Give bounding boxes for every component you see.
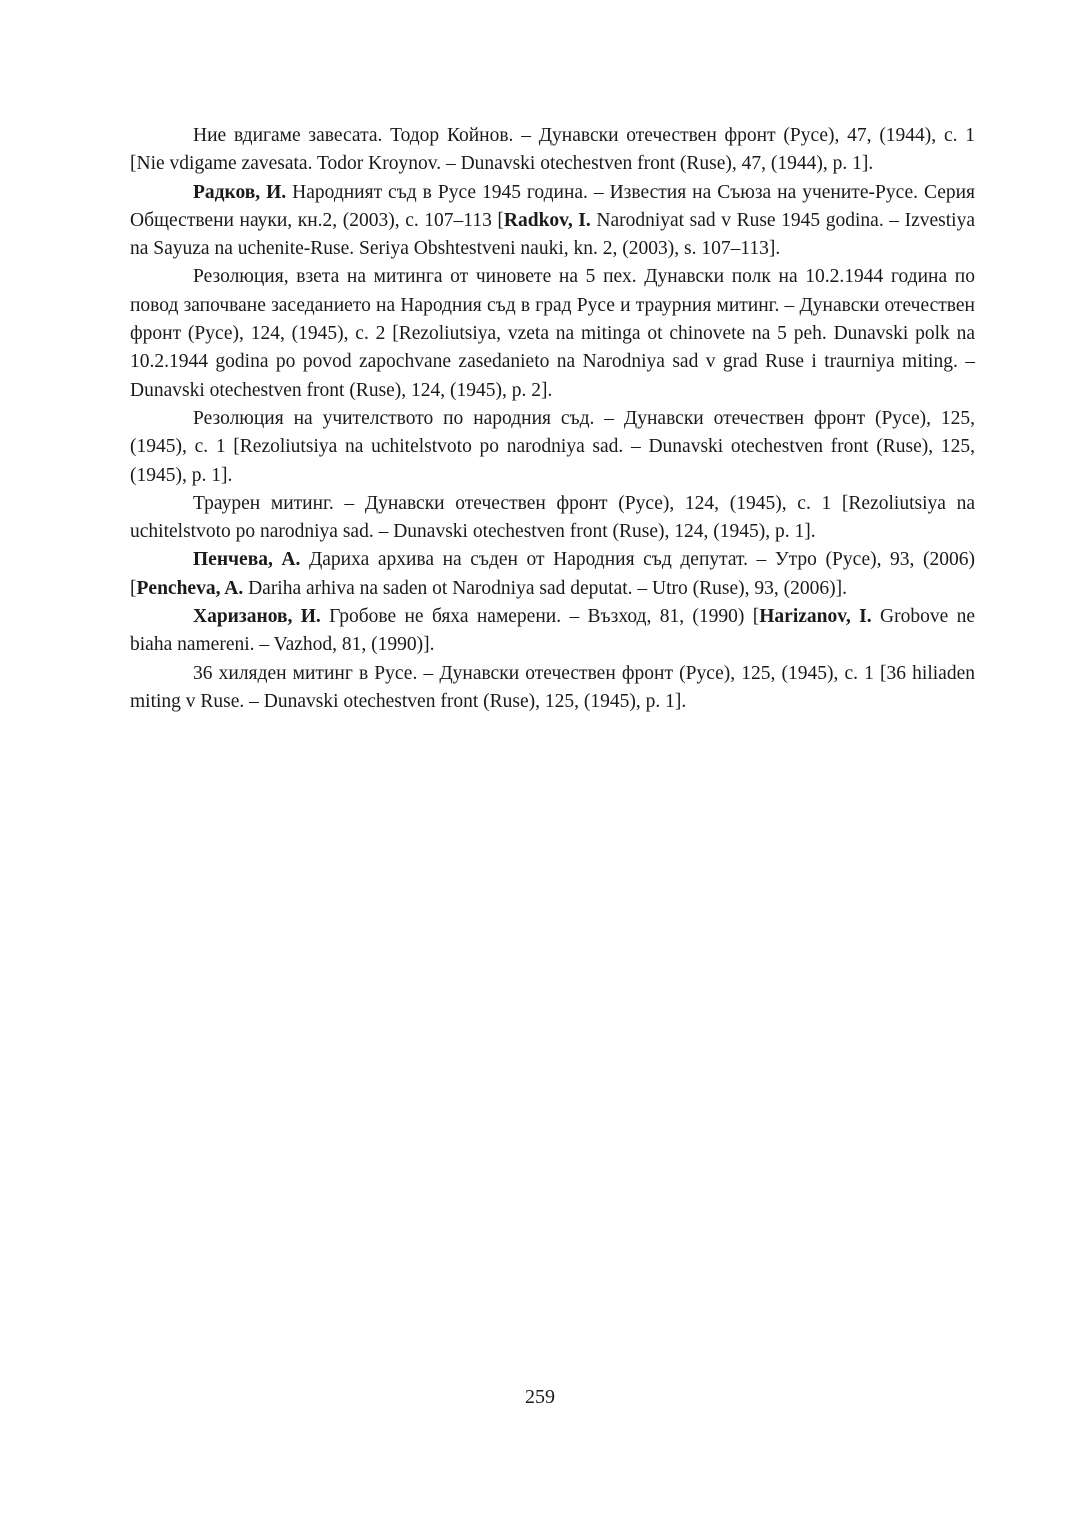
bibliography-entry: [130, 122, 975, 179]
entry-text: Народният съд в Русе 1945 година. – Известия на Съюза на учените-Русе. Серия Обществени науки, кн.2, (2003), с. 107–113 [: [130, 181, 976, 231]
page-number: 259: [525, 1386, 555, 1408]
entry-text-transliterated: Narodniyat sad v Ruse 1945 godina. – Izvestiya na Sayuza na uchenite-Ruse. Seriya Obshtestveni nauki, kn. 2, (2003), s. 107–113].: [130, 209, 975, 260]
entry-author-transliterated: Radkov, I.: [503, 209, 591, 231]
bibliography-entry: [130, 179, 975, 264]
bibliography-entry: [130, 660, 975, 717]
bibliography-entry: [130, 603, 975, 660]
bibliography-entry: [130, 263, 975, 404]
entry-text: Ние вдигаме завесата. Тодор Койнов. – Дунавски отечествен фронт (Русе), 47, (1944), с. 1 [: [130, 125, 975, 175]
entry-text-transliterated: Nie vdigame zavesata. Todor Kroynov. – Dunavski otechestven front (Ruse), 47, (1944), p. 1].: [136, 153, 874, 175]
entry-text: Траурен митинг. – Дунавски отечествен фронт (Русе), 124, (1945), с. 1 [: [193, 492, 849, 514]
bibliography-entry: [130, 490, 975, 547]
entry-author-transliterated: Pencheva, A.: [136, 577, 244, 599]
entry-author-transliterated: Harizanov, I.: [759, 606, 872, 628]
entry-text-transliterated: Rezoliutsiya, vzeta na mitinga ot chinovete na 5 peh. Dunavski polk na 10.2.1944 godina po povod zapochvane zasedanieto na Narodniya sad v grad Ruse i traurniya miting. – Dunavski otechestven front (Ruse), 124, (1945), p. 2].: [130, 323, 975, 401]
entry-text: Дариха архива на съден от Народния съд депутат. – Утро (Русе), 93, (2006) [: [130, 549, 975, 599]
entry-text-transliterated: Dariha arhiva na saden ot Narodniya sad deputat. – Utro (Ruse), 93, (2006)].: [243, 577, 847, 599]
entry-text-transliterated: Rezoliutsiya na uchitelstvoto po narodniya sad. – Dunavski otechestven front (Ruse), 125, (1945), p. 1].: [130, 436, 975, 486]
entry-text-transliterated: Rezoliutsiya na uchitelstvoto po narodniya sad. – Dunavski otechestven front (Ruse), 124, (1945), p. 1].: [130, 492, 975, 543]
entry-author: Радков, И.: [193, 181, 287, 203]
bibliography-entry: [130, 546, 975, 603]
entry-text-transliterated: Grobove ne biaha namereni. – Vazhod, 81, (1990)].: [130, 606, 975, 656]
entry-author: Харизанов, И.: [193, 606, 321, 628]
entry-author: Пенчева, А.: [193, 549, 301, 571]
entry-text: Резолюция, взета на митинга от чиновете на 5 пех. Дунавски полк на 10.2.1944 година по повод започване заседанието на Народния съд в град Русе и траурния митинг. – Дунавски отечествен фронт (Русе), 124, (1945), с. 2 [: [130, 266, 975, 345]
entry-text: Гробове не бяха намерени. – Възход, 81, (1990) [: [320, 606, 760, 628]
bibliography-list: [130, 122, 975, 716]
entry-text-transliterated: 36 hiliaden miting v Ruse. – Dunavski otechestven front (Ruse), 125, (1945), p. 1].: [130, 662, 975, 712]
entry-text: 36 хиляден митинг в Русе. – Дунавски отечествен фронт (Русе), 125, (1945), с. 1 [: [193, 662, 887, 684]
entry-text: Резолюция на учителството по народния съд. – Дунавски отечествен фронт (Русе), 125, (1945), с. 1 [: [130, 407, 975, 458]
bibliography-entry: [130, 405, 975, 490]
